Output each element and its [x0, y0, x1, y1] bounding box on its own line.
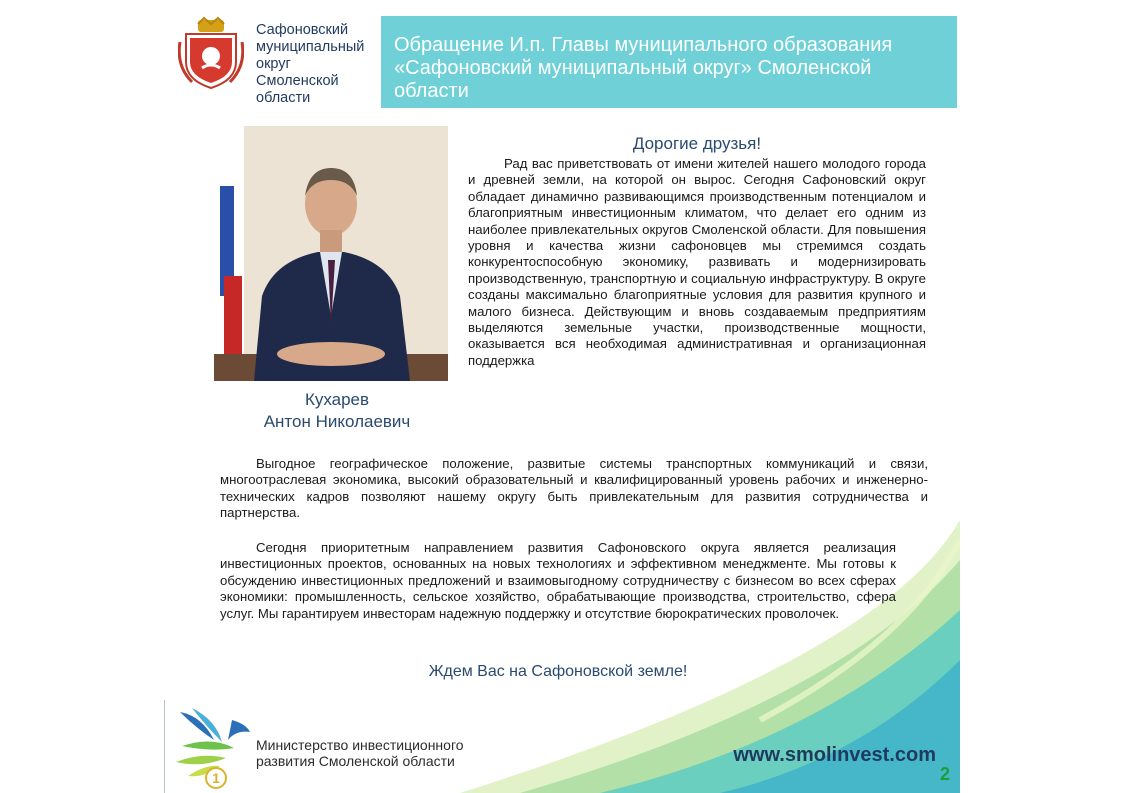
- person-name: [218, 389, 456, 433]
- footer-divider: [164, 700, 165, 793]
- letter-paragraph-3: Сегодня приоритетным направлением развития Сафоновского округа является реализация инвестиционных проектов, основанных на новых технологиях и эффективном менеджменте. Мы готовы к обсуждению инвестиционных предложений и взаимовыгодному сотрудничеству с бизнесом во всех сферах экономики: промышленность, сельское хозяйство, обрабатывающие производства, строительство, сфера услуг. Мы гарантируем инвесторам надежную поддержку и отсутствие бюрократических проволочек.: [220, 540, 896, 621]
- ministry-name: Министерство инвестиционного развития Смоленской области: [256, 737, 464, 769]
- person-surname: Кухарев: [304, 390, 370, 409]
- person-given-names: Антон Николаевич: [263, 412, 411, 431]
- website-link[interactable]: www.smolinvest.com: [733, 744, 936, 766]
- org-name: Сафоновский муниципальный округ Смоленской области: [256, 22, 365, 106]
- page-title: Обращение И.п. Главы муниципального образования «Сафоновский муниципальный округ» Смоленской области: [394, 34, 893, 102]
- letter-closing: Ждем Вас на Сафоновской земле!: [428, 663, 688, 680]
- letter-paragraph-1: Рад вас приветствовать от имени жителей нашего молодого города и древней земли, на которой он вырос. Сегодня Сафоновский округ обладает динамично развивающимся производственным потенциалом и благоприятным инвестиционным климатом, что делает его одним из наиболее привлекательных округов Смоленской области. Для повышения уровня и качества жизни сафоновцев мы стремимся создать конкурентоспособную экономику, развивать и модернизировать производственную, транспортную и социальную инфраструктуру. В округе созданы максимально благоприятные условия для развития крупного и малого бизнеса. Действующим и вновь создаваемым предприятиям выделяются земельные участки, производственные мощности, оказывается вся необходимая административная и организационная поддержка: [468, 156, 926, 368]
- page-number: 2: [939, 764, 950, 784]
- coat-of-arms-icon: [178, 16, 244, 90]
- letter-greeting: Дорогие друзья!: [632, 134, 762, 153]
- svg-text:1: 1: [212, 770, 220, 786]
- ministry-logo-icon: [172, 706, 252, 790]
- portrait-photo: [214, 126, 448, 381]
- letter-paragraph-2: Выгодное географическое положение, развитые системы транспортных коммуникаций и связи, многоотраслевая экономика, высокий образовательный и квалифицированный уровень рабочих и инженерно-технических кадров позволяют нашему округу быть привлекательным для развития сотрудничества и партнерства.: [220, 456, 928, 521]
